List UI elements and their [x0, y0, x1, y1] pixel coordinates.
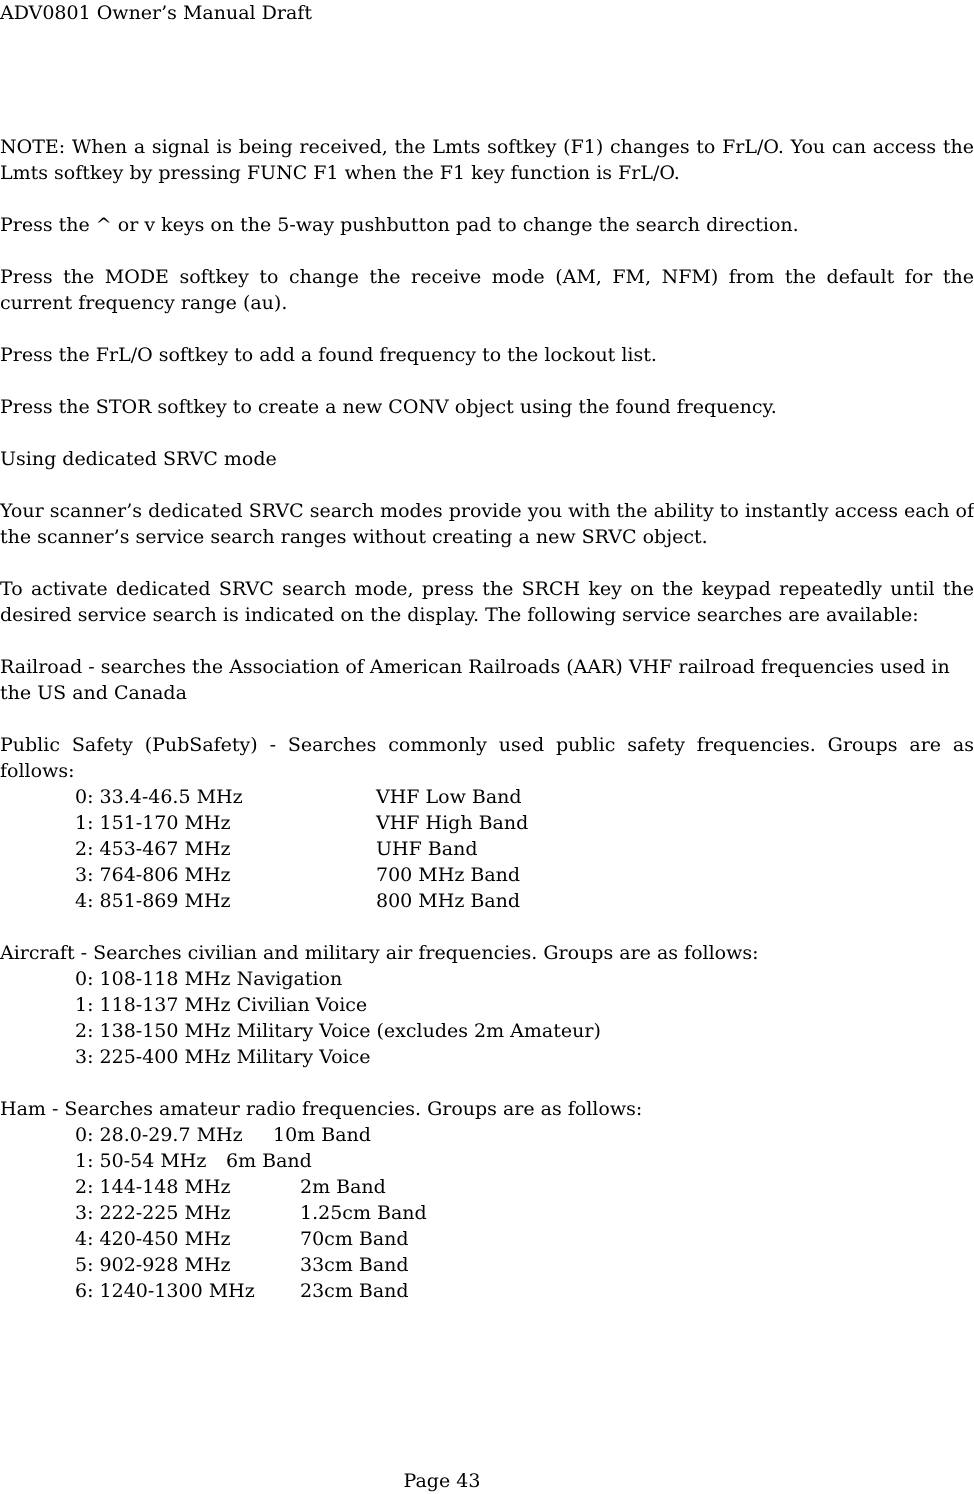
list-item [0, 992, 974, 1018]
running-header: ADV0801 Owner’s Manual Draft [0, 2, 312, 24]
list-item [0, 1252, 974, 1278]
srvc-intro-paragraph: Your scanner’s dedicated SRVC search modes provide you with the ability to instantly access each of the scanner’s service search ranges without creating a new SRVC object. [0, 500, 974, 548]
group-band: 1.25cm Band [300, 1202, 427, 1224]
direction-paragraph: Press the ^ or v keys on the 5-way pushbutton pad to change the search direction. [0, 214, 799, 236]
srvc-heading: Using dedicated SRVC mode [0, 448, 277, 470]
list-item [0, 836, 974, 862]
manual-body [0, 134, 974, 1330]
group-range: 4: 420-450 MHz [75, 1228, 231, 1250]
group-band: 33cm Band [300, 1254, 409, 1276]
page-footer [0, 1468, 974, 1494]
group-range: 1: 50-54 MHz [75, 1150, 207, 1172]
group-band: 800 MHz Band [376, 890, 521, 912]
list-item [0, 1018, 974, 1044]
group-entry: 1: 118-137 MHz Civilian Voice [75, 994, 368, 1016]
group-entry: 0: 108-118 MHz Navigation [75, 968, 343, 990]
list-item [0, 966, 974, 992]
group-band: 6m Band [226, 1150, 312, 1172]
group-range: 1: 151-170 MHz [75, 812, 231, 834]
group-band: VHF Low Band [376, 786, 522, 808]
group-range: 0: 33.4-46.5 MHz [75, 786, 243, 808]
group-range: 3: 764-806 MHz [75, 864, 231, 886]
group-range: 2: 453-467 MHz [75, 838, 231, 860]
note-paragraph: NOTE: When a signal is being received, the Lmts softkey (F1) changes to FrL/O. You can access the Lmts softkey by pressing FUNC F1 when the F1 key function is FrL/O. [0, 136, 974, 184]
group-range: 4: 851-869 MHz [75, 890, 231, 912]
mode-paragraph: Press the MODE softkey to change the receive mode (AM, FM, NFM) from the default for the current frequency range (au). [0, 266, 974, 314]
group-range: 3: 222-225 MHz [75, 1202, 231, 1224]
list-item [0, 1044, 974, 1070]
pubsafety-group-list [0, 784, 974, 914]
srvc-activate-paragraph: To activate dedicated SRVC search mode, press the SRCH key on the keypad repeatedly until the desired service search is indicated on the display. The following service searches are available: [0, 578, 974, 626]
list-item [0, 1122, 974, 1148]
page-number: Page 43 [403, 1470, 481, 1492]
group-range: 0: 28.0-29.7 MHz [75, 1124, 243, 1146]
pubsafety-paragraph: Public Safety (PubSafety) - Searches commonly used public safety frequencies. Groups are as follows: [0, 734, 974, 782]
group-entry: 2: 138-150 MHz Military Voice (excludes 2m Amateur) [75, 1020, 601, 1042]
group-band: 23cm Band [300, 1280, 409, 1302]
stor-paragraph: Press the STOR softkey to create a new CONV object using the found frequency. [0, 396, 777, 418]
group-range: 2: 144-148 MHz [75, 1176, 231, 1198]
list-item [0, 862, 974, 888]
group-band: 70cm Band [300, 1228, 409, 1250]
group-band: UHF Band [376, 838, 478, 860]
group-band: VHF High Band [376, 812, 529, 834]
group-entry: 3: 225-400 MHz Military Voice [75, 1046, 371, 1068]
group-band: 2m Band [300, 1176, 386, 1198]
list-item [0, 1174, 974, 1200]
aircraft-group-list [0, 966, 974, 1070]
group-band: 10m Band [273, 1124, 371, 1146]
list-item [0, 1278, 974, 1304]
ham-paragraph: Ham - Searches amateur radio frequencies. Groups are as follows: [0, 1098, 643, 1120]
list-item [0, 810, 974, 836]
list-item [0, 1148, 974, 1174]
group-band: 700 MHz Band [376, 864, 521, 886]
list-item [0, 888, 974, 914]
ham-group-list [0, 1122, 974, 1304]
aircraft-paragraph: Aircraft - Searches civilian and military air frequencies. Groups are as follows: [0, 942, 759, 964]
frlo-paragraph: Press the FrL/O softkey to add a found frequency to the lockout list. [0, 344, 657, 366]
list-item [0, 1226, 974, 1252]
list-item [0, 784, 974, 810]
railroad-paragraph: Railroad - searches the Association of American Railroads (AAR) VHF railroad frequencies used in the US and Canada [0, 656, 950, 704]
group-range: 5: 902-928 MHz [75, 1254, 231, 1276]
list-item [0, 1200, 974, 1226]
group-range: 6: 1240-1300 MHz [75, 1280, 255, 1302]
